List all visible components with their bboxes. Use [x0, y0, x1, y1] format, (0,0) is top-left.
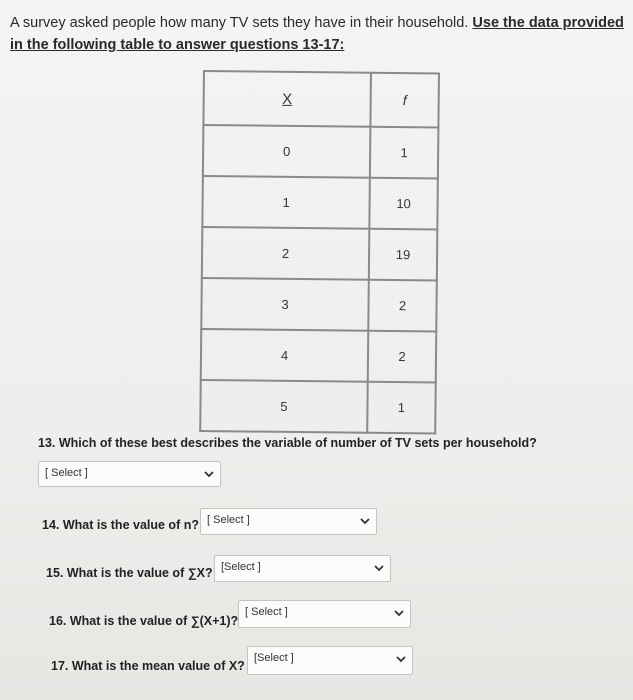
cell-f: 2: [368, 331, 437, 383]
q17-select[interactable]: [247, 646, 413, 675]
cell-x: 5: [200, 380, 368, 433]
cell-x: 1: [202, 176, 370, 229]
table-row: [201, 278, 437, 331]
cell-f: 19: [369, 229, 438, 281]
question-15: 15. What is the value of ∑X?: [46, 566, 213, 580]
header-f: f: [370, 73, 439, 128]
chevron-down-icon: [396, 651, 406, 661]
cell-x: 3: [201, 278, 369, 331]
cell-x: 4: [201, 329, 369, 382]
intro-instruction: Use the data provided in the following table to answer questions 13-17:: [10, 15, 624, 53]
table-row: [202, 227, 438, 280]
q15-select[interactable]: [214, 555, 391, 582]
cell-f: 2: [368, 280, 437, 332]
table-row: [203, 125, 439, 178]
table-header-row: [203, 71, 439, 127]
q16-select[interactable]: [238, 600, 411, 628]
cell-x: 0: [203, 125, 371, 178]
intro-paragraph: [10, 12, 625, 56]
cell-f: 1: [370, 127, 439, 179]
chevron-down-icon: [394, 605, 404, 615]
question-16: 16. What is the value of ∑(X+1)?: [49, 614, 239, 628]
q16-select-value: [ Select ]: [245, 606, 288, 618]
chevron-down-icon: [360, 513, 370, 523]
chevron-down-icon: [204, 466, 214, 476]
chevron-down-icon: [374, 560, 384, 570]
q15-select-value: [Select ]: [221, 561, 261, 573]
question-17: 17. What is the mean value of X?: [51, 659, 245, 673]
q14-select[interactable]: [200, 508, 377, 535]
table-row: [200, 380, 436, 433]
frequency-table: [199, 70, 440, 434]
question-13: 13. Which of these best describes the variable of number of TV sets per household?: [38, 436, 537, 450]
q13-select-value: [ Select ]: [45, 467, 88, 479]
q13-select[interactable]: [38, 461, 221, 487]
intro-text: A survey asked people how many TV sets they have in their household.: [10, 15, 473, 31]
q17-select-value: [Select ]: [254, 652, 294, 664]
cell-f: 10: [369, 178, 438, 230]
table-row: [201, 329, 437, 382]
cell-f: 1: [367, 382, 436, 434]
header-x: X: [203, 71, 371, 127]
question-14: 14. What is the value of n?: [42, 518, 199, 532]
table-row: [202, 176, 438, 229]
cell-x: 2: [202, 227, 370, 280]
q14-select-value: [ Select ]: [207, 514, 250, 526]
